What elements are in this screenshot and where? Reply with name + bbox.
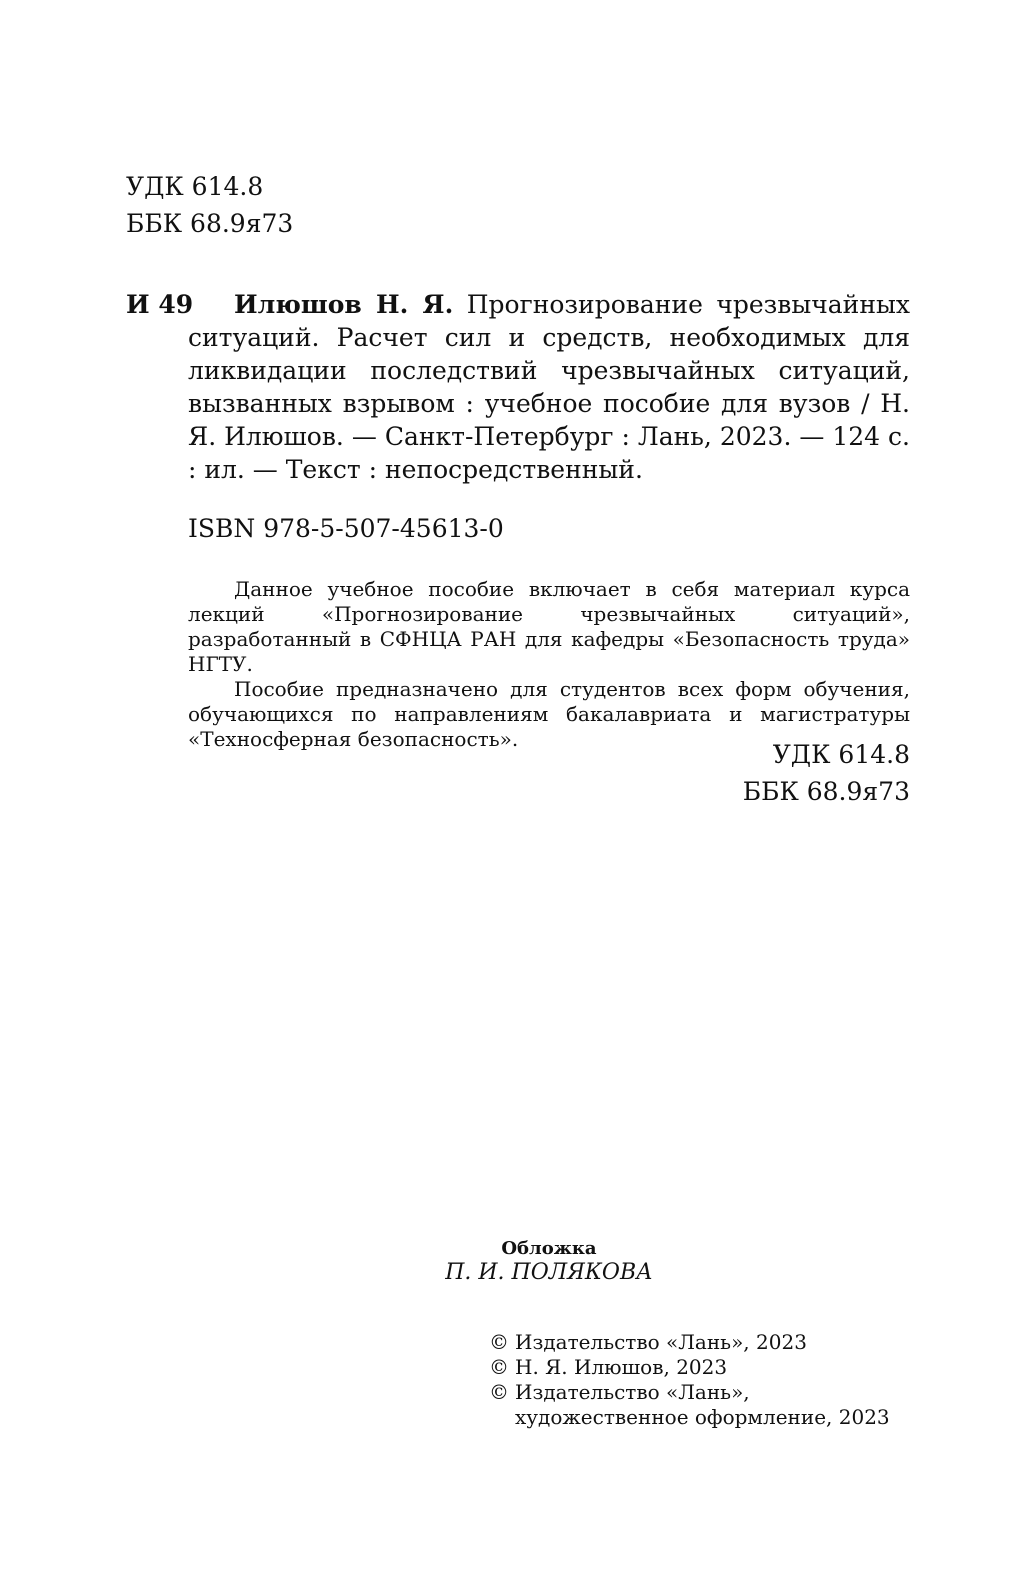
cover-credit-label: Обложка [501, 1238, 597, 1259]
copyright-line [489, 1355, 919, 1380]
author-index-code: И 49 [126, 290, 194, 319]
bibliographic-text: Прогнозирование чрезвычайных ситуаций. Расчет сил и средств, необходимых для ликвидации последствий чрезвычайных ситуаций, вызванных взрывом : учебное пособие для вузов / Н. Я. Илюшов. — Санкт-Петербург : Лань, 2023. — 124 с. : ил. — Текст : непосредственный. [188, 290, 911, 484]
udk-code-bottom: УДК 614.8 [772, 740, 910, 769]
copyright-icon: © [489, 1330, 509, 1354]
isbn: ISBN 978-5-507-45613-0 [188, 514, 504, 543]
copyright-line [489, 1380, 919, 1430]
bbk-code-top: ББК 68.9я73 [126, 209, 294, 238]
abstract-paragraph: Пособие предназначено для студентов всех форм обучения, обучающихся по направлениям бакалавриата и магистратуры «Техносферная безопасность». [188, 677, 910, 751]
cover-designer-name: П. И. ПОЛЯКОВА [445, 1260, 653, 1285]
copyright-line [489, 1330, 919, 1355]
copyright-text: Издательство «Лань», художественное оформление, 2023 [515, 1380, 890, 1429]
author-name: Илюшов Н. Я. [234, 290, 454, 319]
copyright-text: Издательство «Лань», 2023 [515, 1330, 807, 1354]
abstract [188, 577, 910, 752]
copyright-icon: © [489, 1380, 509, 1404]
copyright-text: Н. Я. Илюшов, 2023 [515, 1355, 728, 1379]
bbk-code-bottom: ББК 68.9я73 [742, 777, 910, 806]
bibliographic-record [188, 288, 910, 486]
copyright-block [489, 1330, 919, 1430]
udk-code-top: УДК 614.8 [126, 172, 264, 201]
copyright-icon: © [489, 1355, 509, 1379]
abstract-paragraph: Данное учебное пособие включает в себя материал курса лекций «Прогнозирование чрезвычайных ситуаций», разработанный в СФНЦА РАН для кафедры «Безопасность труда» НГТУ. [188, 577, 910, 676]
